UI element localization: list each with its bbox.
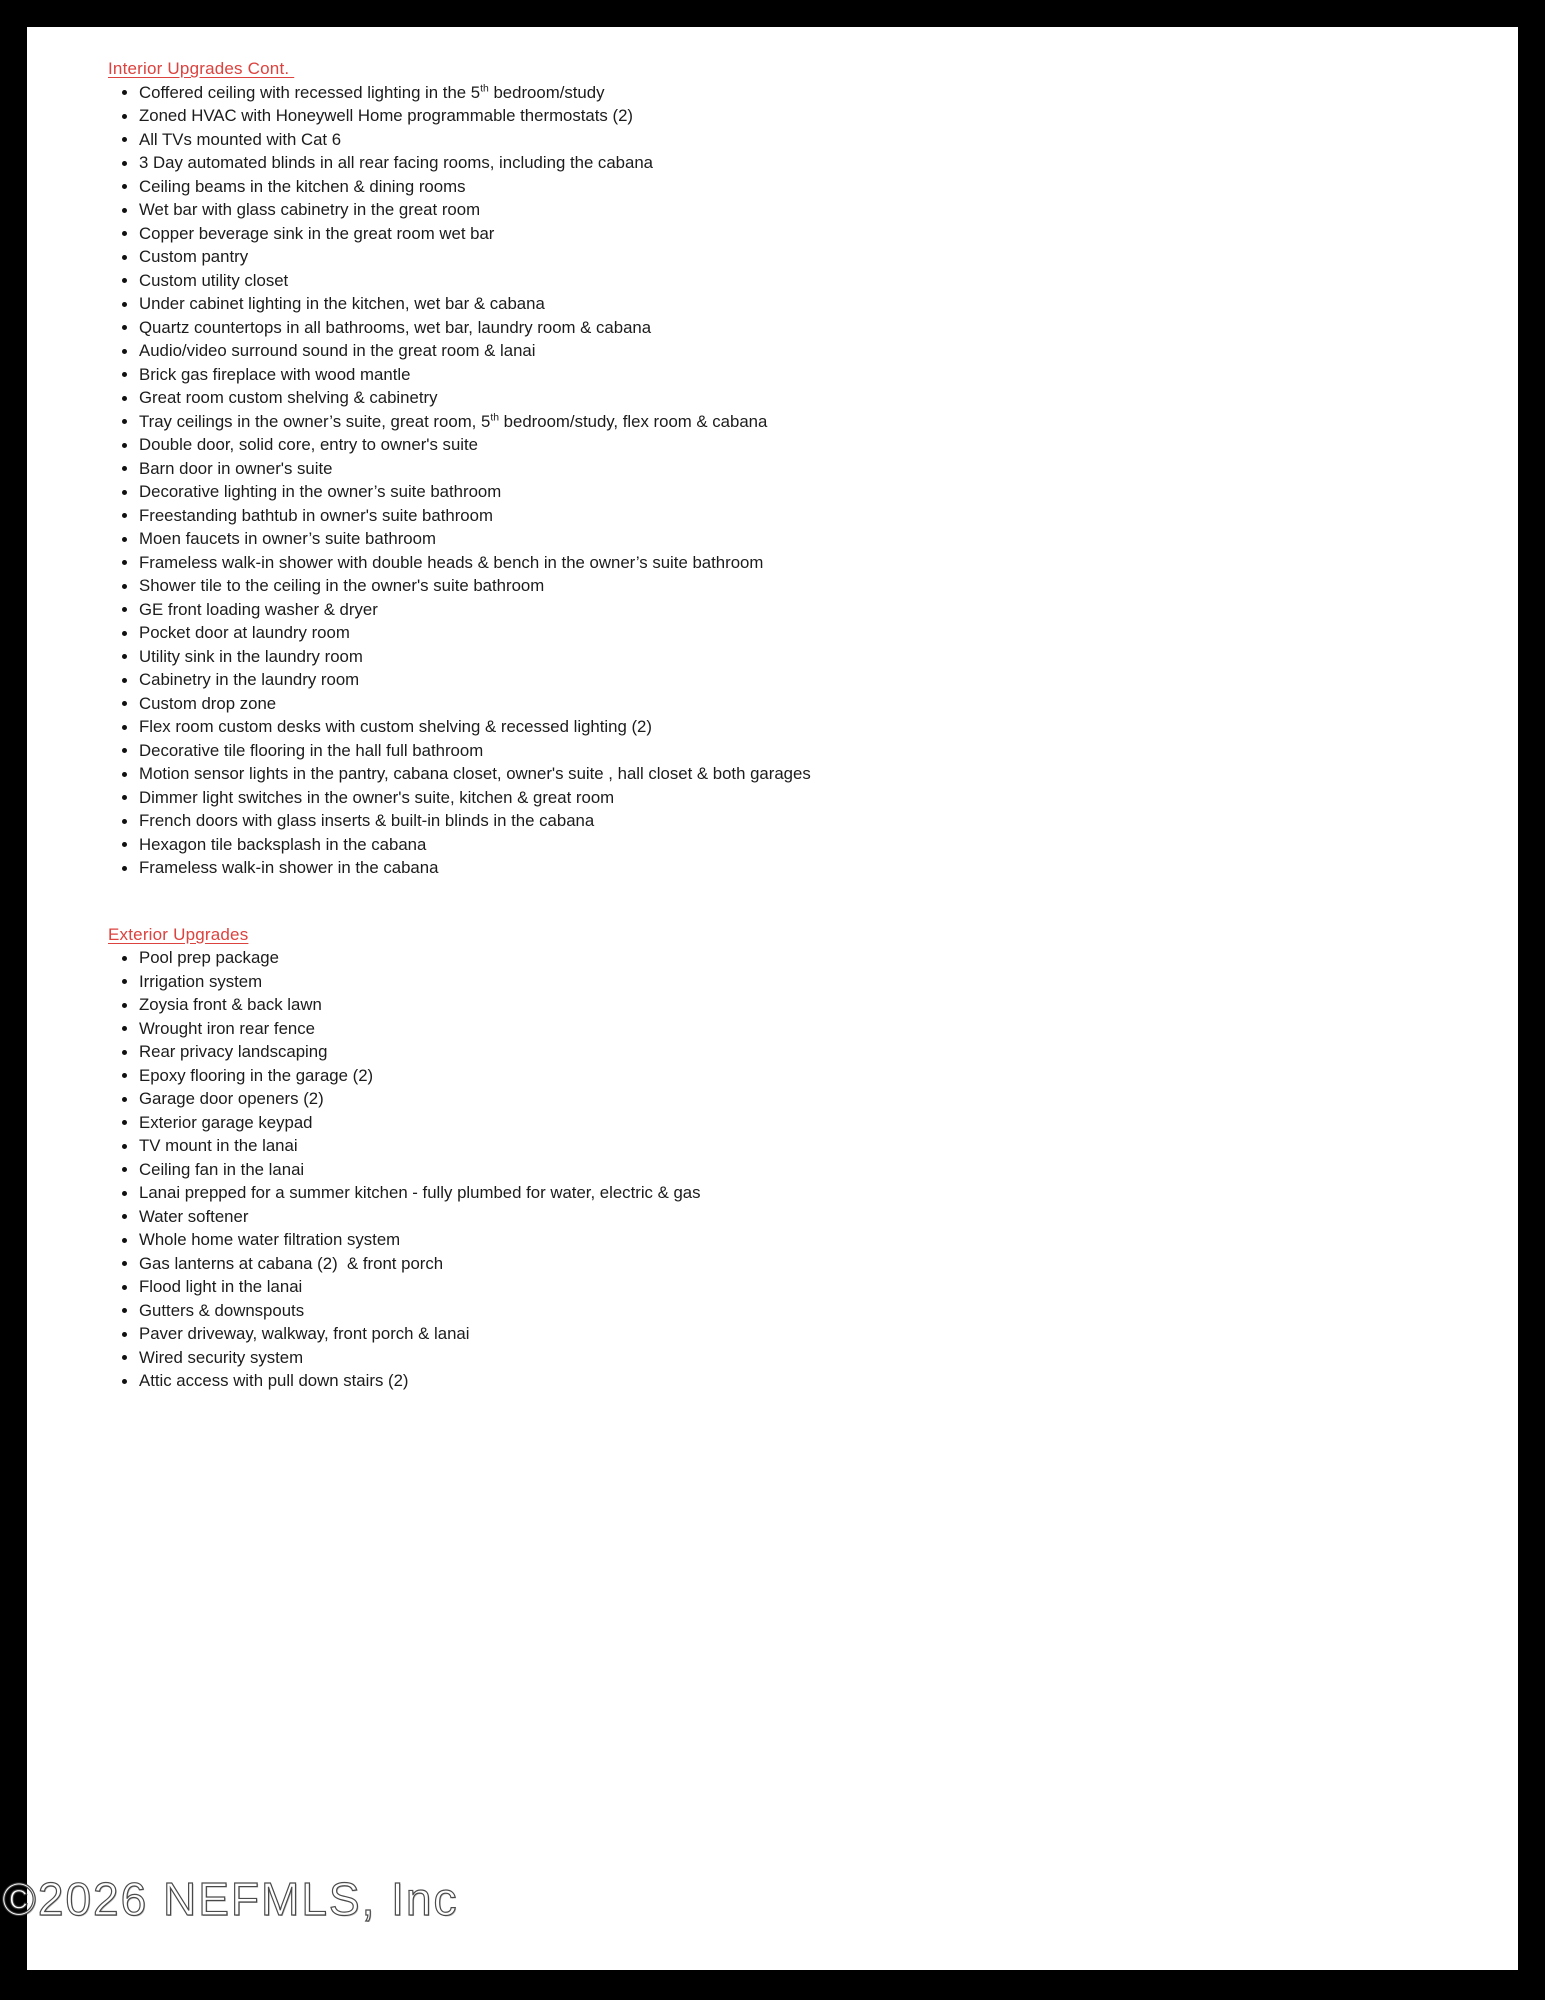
watermark: ©2026 NEFMLS, Inc	[2, 1873, 459, 1925]
list-item: Gutters & downspouts	[108, 1299, 1488, 1323]
list-item: Decorative lighting in the owner’s suite bathroom	[108, 480, 1488, 504]
list-item: Wired security system	[108, 1346, 1488, 1370]
upgrade-list	[108, 946, 1488, 1393]
bullet-icon	[122, 654, 127, 659]
section-heading: Interior Upgrades Cont.	[108, 59, 295, 78]
bullet-icon	[122, 1261, 127, 1266]
bullet-icon	[122, 1285, 127, 1290]
list-item: Brick gas fireplace with wood mantle	[108, 363, 1488, 387]
bullet-icon	[122, 701, 127, 706]
list-item: Ceiling fan in the lanai	[108, 1158, 1488, 1182]
bullet-icon	[122, 1355, 127, 1360]
list-item: Attic access with pull down stairs (2)	[108, 1369, 1488, 1393]
bullet-icon	[122, 772, 127, 777]
list-item: Audio/video surround sound in the great room & lanai	[108, 339, 1488, 363]
list-item: Wrought iron rear fence	[108, 1017, 1488, 1041]
bullet-icon	[122, 419, 127, 424]
bullet-icon	[122, 466, 127, 471]
list-item: Custom pantry	[108, 245, 1488, 269]
bullet-icon	[122, 490, 127, 495]
list-item: Quartz countertops in all bathrooms, wet bar, laundry room & cabana	[108, 316, 1488, 340]
bullet-icon	[122, 1332, 127, 1337]
list-item: Exterior garage keypad	[108, 1111, 1488, 1135]
list-item: Epoxy flooring in the garage (2)	[108, 1064, 1488, 1088]
list-item: Zoysia front & back lawn	[108, 993, 1488, 1017]
list-item: Frameless walk-in shower in the cabana	[108, 856, 1488, 880]
list-item: Custom utility closet	[108, 269, 1488, 293]
list-item: Paver driveway, walkway, front porch & lanai	[108, 1322, 1488, 1346]
upgrade-list	[108, 81, 1488, 880]
bullet-icon	[122, 90, 127, 95]
list-item: Decorative tile flooring in the hall full bathroom	[108, 739, 1488, 763]
list-item: Copper beverage sink in the great room wet bar	[108, 222, 1488, 246]
bullet-icon	[122, 208, 127, 213]
list-item: Motion sensor lights in the pantry, cabana closet, owner's suite , hall closet & both garages	[108, 762, 1488, 786]
bullet-icon	[122, 513, 127, 518]
bullet-icon	[122, 1308, 127, 1313]
bullet-icon	[122, 748, 127, 753]
list-item: Zoned HVAC with Honeywell Home programmable thermostats (2)	[108, 104, 1488, 128]
bullet-icon	[122, 1238, 127, 1243]
list-item: Coffered ceiling with recessed lighting in the 5th bedroom/study	[108, 81, 1488, 105]
bullet-icon	[122, 184, 127, 189]
list-item: Flood light in the lanai	[108, 1275, 1488, 1299]
bullet-icon	[122, 443, 127, 448]
list-item: Great room custom shelving & cabinetry	[108, 386, 1488, 410]
list-item: Moen faucets in owner’s suite bathroom	[108, 527, 1488, 551]
list-item: Whole home water filtration system	[108, 1228, 1488, 1252]
bullet-icon	[122, 956, 127, 961]
bullet-icon	[122, 678, 127, 683]
list-item: Water softener	[108, 1205, 1488, 1229]
list-item: Custom drop zone	[108, 692, 1488, 716]
list-item: Hexagon tile backsplash in the cabana	[108, 833, 1488, 857]
bullet-icon	[122, 607, 127, 612]
bullet-icon	[122, 161, 127, 166]
list-item: Freestanding bathtub in owner's suite bathroom	[108, 504, 1488, 528]
document-page	[27, 27, 1518, 1970]
list-item: Cabinetry in the laundry room	[108, 668, 1488, 692]
bullet-icon	[122, 396, 127, 401]
list-item: Utility sink in the laundry room	[108, 645, 1488, 669]
list-item: Irrigation system	[108, 970, 1488, 994]
bullet-icon	[122, 255, 127, 260]
bullet-icon	[122, 560, 127, 565]
list-item: Pool prep package	[108, 946, 1488, 970]
list-item: Barn door in owner's suite	[108, 457, 1488, 481]
list-item: Dimmer light switches in the owner's suite, kitchen & great room	[108, 786, 1488, 810]
section-heading: Exterior Upgrades	[108, 924, 249, 944]
list-item: Wet bar with glass cabinetry in the great room	[108, 198, 1488, 222]
list-item: French doors with glass inserts & built-in blinds in the cabana	[108, 809, 1488, 833]
list-item: Under cabinet lighting in the kitchen, wet bar & cabana	[108, 292, 1488, 316]
bullet-icon	[122, 1379, 127, 1384]
bullet-icon	[122, 302, 127, 307]
upgrade-sections	[108, 57, 1488, 1393]
list-item: Frameless walk-in shower with double heads & bench in the owner’s suite bathroom	[108, 551, 1488, 575]
list-item: GE front loading washer & dryer	[108, 598, 1488, 622]
bullet-icon	[122, 114, 127, 119]
list-item: Pocket door at laundry room	[108, 621, 1488, 645]
list-item: Lanai prepped for a summer kitchen - fully plumbed for water, electric & gas	[108, 1181, 1488, 1205]
bullet-icon	[122, 537, 127, 542]
bullet-icon	[122, 1003, 127, 1008]
list-item: Rear privacy landscaping	[108, 1040, 1488, 1064]
bullet-icon	[122, 1050, 127, 1055]
list-item: Shower tile to the ceiling in the owner's suite bathroom	[108, 574, 1488, 598]
bullet-icon	[122, 1144, 127, 1149]
bullet-icon	[122, 137, 127, 142]
bullet-icon	[122, 1214, 127, 1219]
bullet-icon	[122, 631, 127, 636]
bullet-icon	[122, 1167, 127, 1172]
bullet-icon	[122, 1191, 127, 1196]
list-item: Gas lanterns at cabana (2) & front porch	[108, 1252, 1488, 1276]
list-item: Tray ceilings in the owner’s suite, great room, 5th bedroom/study, flex room & cabana	[108, 410, 1488, 434]
bullet-icon	[122, 1097, 127, 1102]
bullet-icon	[122, 231, 127, 236]
bullet-icon	[122, 725, 127, 730]
list-item: Ceiling beams in the kitchen & dining rooms	[108, 175, 1488, 199]
bullet-icon	[122, 1026, 127, 1031]
bullet-icon	[122, 325, 127, 330]
bullet-icon	[122, 278, 127, 283]
bullet-icon	[122, 1073, 127, 1078]
list-item: All TVs mounted with Cat 6	[108, 128, 1488, 152]
list-item: Double door, solid core, entry to owner's suite	[108, 433, 1488, 457]
list-item: TV mount in the lanai	[108, 1134, 1488, 1158]
bullet-icon	[122, 795, 127, 800]
list-item: 3 Day automated blinds in all rear facing rooms, including the cabana	[108, 151, 1488, 175]
list-item: Flex room custom desks with custom shelving & recessed lighting (2)	[108, 715, 1488, 739]
bullet-icon	[122, 842, 127, 847]
bullet-icon	[122, 349, 127, 354]
bullet-icon	[122, 819, 127, 824]
bullet-icon	[122, 372, 127, 377]
list-item: Garage door openers (2)	[108, 1087, 1488, 1111]
bullet-icon	[122, 979, 127, 984]
bullet-icon	[122, 584, 127, 589]
bullet-icon	[122, 866, 127, 871]
bullet-icon	[122, 1120, 127, 1125]
